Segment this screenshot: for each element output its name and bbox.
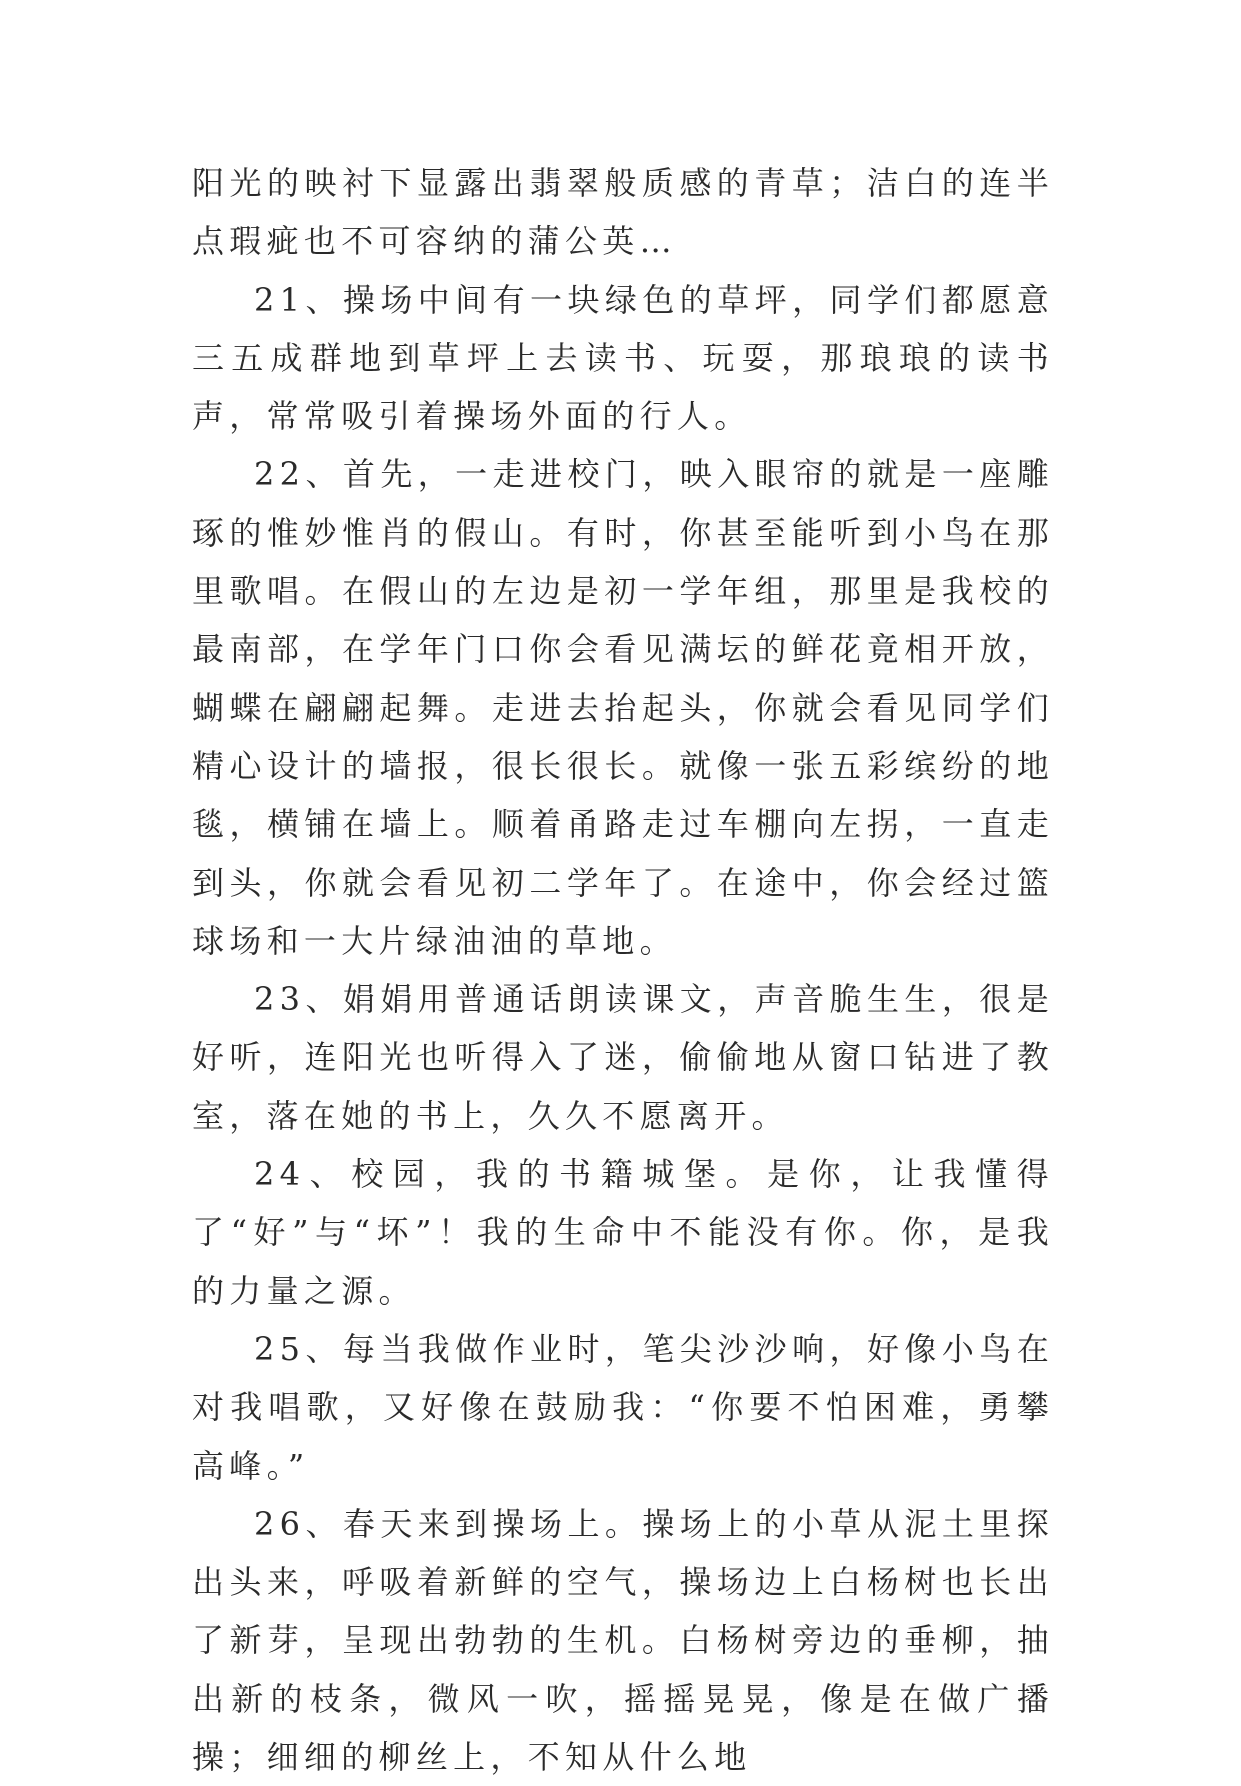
body-text [192, 154, 1054, 1786]
paragraph-26: 26、春天来到操场上。操场上的小草从泥土里探出头来，呼吸着新鲜的空气，操场边上白杨树也长出了新芽，呈现出勃勃的生机。白杨树旁边的垂柳，抽出新的枝条，微风一吹，摇摇晃晃，像是在做广播操；细细的柳丝上，不知从什么地 [192, 1504, 1054, 1777]
paragraph-22: 22、首先，一走进校门，映入眼帘的就是一座雕琢的惟妙惟肖的假山。有时，你甚至能听到小鸟在那里歌唱。在假山的左边是初一学年组，那里是我校的最南部，在学年门口你会看见满坛的鲜花竟相开放，蝴蝶在翩翩起舞。走进去抬起头，你就会看见同学们精心设计的墙报，很长很长。就像一张五彩缤纷的地毯，横铺在墙上。顺着甬路走过车棚向左拐，一直走到头，你就会看见初二学年了。在途中，你会经过篮球场和一大片绿油油的草地。 [192, 455, 1054, 960]
paragraph-21: 21、操场中间有一块绿色的草坪，同学们都愿意三五成群地到草坪上去读书、玩耍，那琅琅的读书声，常常吸引着操场外面的行人。 [192, 280, 1054, 436]
paragraph-continued: 阳光的映衬下显露出翡翠般质感的青草；洁白的连半点瑕疵也不可容纳的蒲公英… [192, 164, 1054, 261]
paragraph-24: 24、校园，我的书籍城堡。是你，让我懂得了“好”与“坏”！我的生命中不能没有你。你，是我的力量之源。 [192, 1155, 1054, 1310]
paragraph-25: 25、每当我做作业时，笔尖沙沙响，好像小鸟在对我唱歌，又好像在鼓励我：“你要不怕困难，勇攀高峰。” [192, 1329, 1054, 1485]
paragraph-23: 23、娟娟用普通话朗读课文，声音脆生生，很是好听，连阳光也听得入了迷，偷偷地从窗口钻进了教室，落在她的书上，久久不愿离开。 [192, 980, 1054, 1135]
